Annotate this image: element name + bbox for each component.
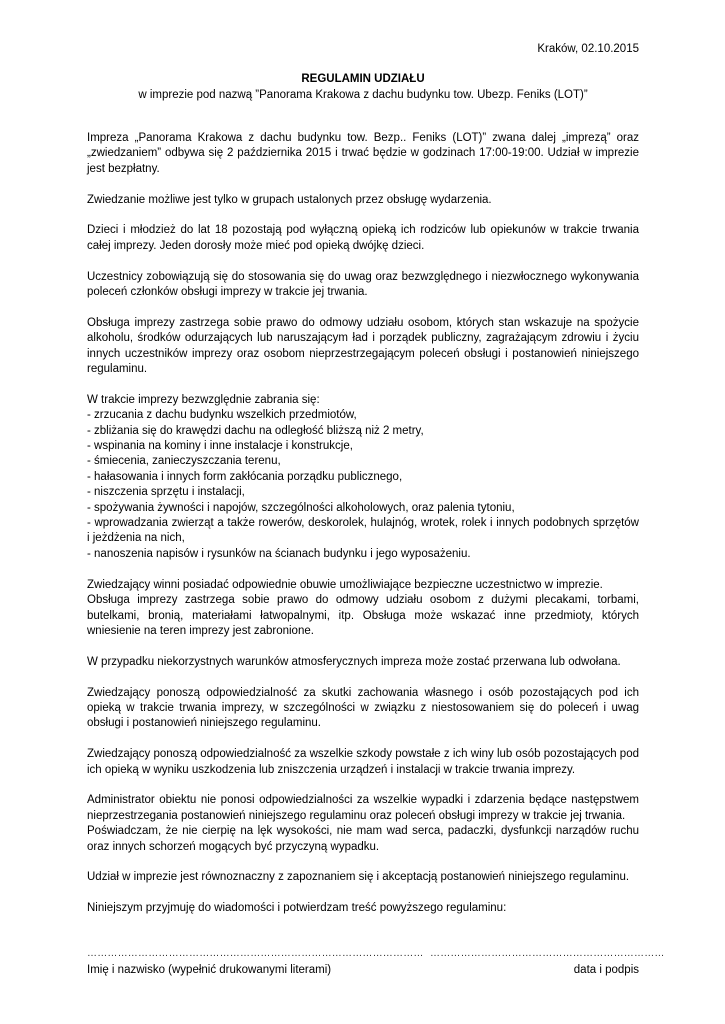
paragraph-weather: W przypadku niekorzystnych warunków atmosferycznych impreza może zostać przerwana lub odwołana. (87, 655, 621, 668)
paragraph-intro: Impreza „Panorama Krakowa z dachu budynku tow. Bezp.. Feniks (LOT)” zwana dalej „imprezą” oraz „zwiedzaniem” odbywa się 2 października 2015 i trwać będzie w godzinach 17:00-19:00. Udział w imprezie jest bezpłatny. (87, 132, 639, 175)
list-item: - wspinania na kominy i inne instalacje i konstrukcje, (87, 440, 353, 453)
list-item: - nanoszenia napisów i rysunków na ścianach budynku i jego wyposażeniu. (87, 547, 471, 560)
paragraph-luggage: Obsługa imprezy zastrzega sobie prawo do odmowy udziału osobom z dużymi plecakami, torbami, butelkami, bronią, materiałami łatwopalnymi, itp. Obsługa może wskazać inne przedmioty, których wniesienie na teren imprezy jest zabronione. (87, 594, 639, 637)
prohibitions-intro: W trakcie imprezy bezwzględnie zabrania się: (87, 393, 320, 406)
paragraph-administrator: Administrator obiektu nie ponosi odpowiedzialności za wszelkie wypadki i zdarzenia będące następstwem nieprzestrzegania postanowień niniejszego regulaminu oraz poleceń obsługi imprezy w trakcie jej trwania. (87, 794, 639, 822)
document-title: REGULAMIN UDZIAŁU (301, 73, 425, 85)
paragraph-damages: Zwiedzający ponoszą odpowiedzialność za wszelkie szkody powstałe z ich winy lub osób pozostających pod ich opieką w wyniku uszkodzenia lub zniszczenia urządzeń i instalacji w trakcie trwania imprezy. (87, 748, 639, 776)
name-label: Imię i nazwisko (wypełnić drukowanymi literami) (87, 964, 332, 976)
list-item: - śmiecenia, zanieczyszczania terenu, (87, 455, 281, 468)
paragraph-acceptance: Udział w imprezie jest równoznaczny z zapoznaniem się i akceptacją postanowień niniejszego regulaminu. (87, 871, 630, 884)
paragraph-footwear: Zwiedzający winni posiadać odpowiednie obuwie umożliwiające bezpieczne uczestnictwo w imprezie. (87, 578, 603, 591)
date-signature-line: …………………………………………………………… (430, 948, 665, 959)
paragraph-children: Dzieci i młodzież do lat 18 pozostają pod wyłączną opieką ich rodziców lub opiekunów w trakcie trwania całej imprezy. Jeden dorosły może mieć pod opieką dwójkę dzieci. (87, 224, 639, 252)
prohibitions-list (87, 408, 639, 562)
name-signature-line: ……………………………………………………………………………………… (87, 948, 424, 959)
paragraph-refusal: Obsługa imprezy zastrzega sobie prawo do odmowy udziału osobom, których stan wskazuje na spożycie alkoholu, środków odurzających lub naruszającym ład i porządek publiczny, zagrażającym zdrowiu i życiu innych uczestników imprezy oraz osobom nieprzestrzegającym poleceń obsługi i postanowień niniejszego regulaminu. (87, 316, 639, 376)
document-date: Kraków, 02.10.2015 (537, 43, 639, 55)
list-item: - wprowadzania zwierząt a także rowerów, deskorolek, hulajnóg, wrotek, rolek i innych podobnych sprzętów i jeżdżenia na nich, (87, 517, 639, 545)
list-item: - spożywania żywności i napojów, szczególności alkoholowych, oraz palenia tytoniu, (87, 501, 515, 514)
date-signature-label: data i podpis (573, 964, 639, 976)
paragraph-confirmation: Niniejszym przyjmuję do wiadomości i potwierdzam treść powyższego regulaminu: (87, 902, 507, 915)
list-item: - niszczenia sprzętu i instalacji, (87, 486, 245, 499)
document-subtitle: w imprezie pod nazwą ”Panorama Krakowa z dachu budynku tow. Ubezp. Feniks (LOT)” (138, 89, 588, 101)
list-item: - hałasowania i innych form zakłócania porządku publicznego, (87, 470, 403, 483)
paragraph-obligations: Uczestnicy zobowiązują się do stosowania się do uwag oraz bezwzględnego i niezwłocznego wykonywania poleceń członków obsługi imprezy w trakcie jej trwania. (87, 270, 639, 299)
paragraph-health-declaration: Poświadczam, że nie cierpię na lęk wysokości, nie mam wad serca, padaczki, dysfunkcji narządów ruchu oraz innych schorzeń mogących być przyczyną wypadku. (87, 825, 639, 853)
paragraph-liability: Zwiedzający ponoszą odpowiedzialność za skutki zachowania własnego i osób pozostających pod ich opieką w trakcie trwania imprezy, w szczególności w związku z niestosowaniem się do poleceń i uwag obsługi i postanowień niniejszego regulaminu. (87, 686, 639, 730)
regulations-body (87, 131, 639, 932)
list-item: - zrzucania z dachu budynku wszelkich przedmiotów, (87, 409, 357, 422)
list-item: - zbliżania się do krawędzi dachu na odległość bliższą niż 2 metry, (87, 424, 424, 437)
paragraph-groups: Zwiedzanie możliwe jest tylko w grupach ustalonych przez obsługę wydarzenia. (87, 193, 492, 206)
document-page (87, 0, 665, 1024)
